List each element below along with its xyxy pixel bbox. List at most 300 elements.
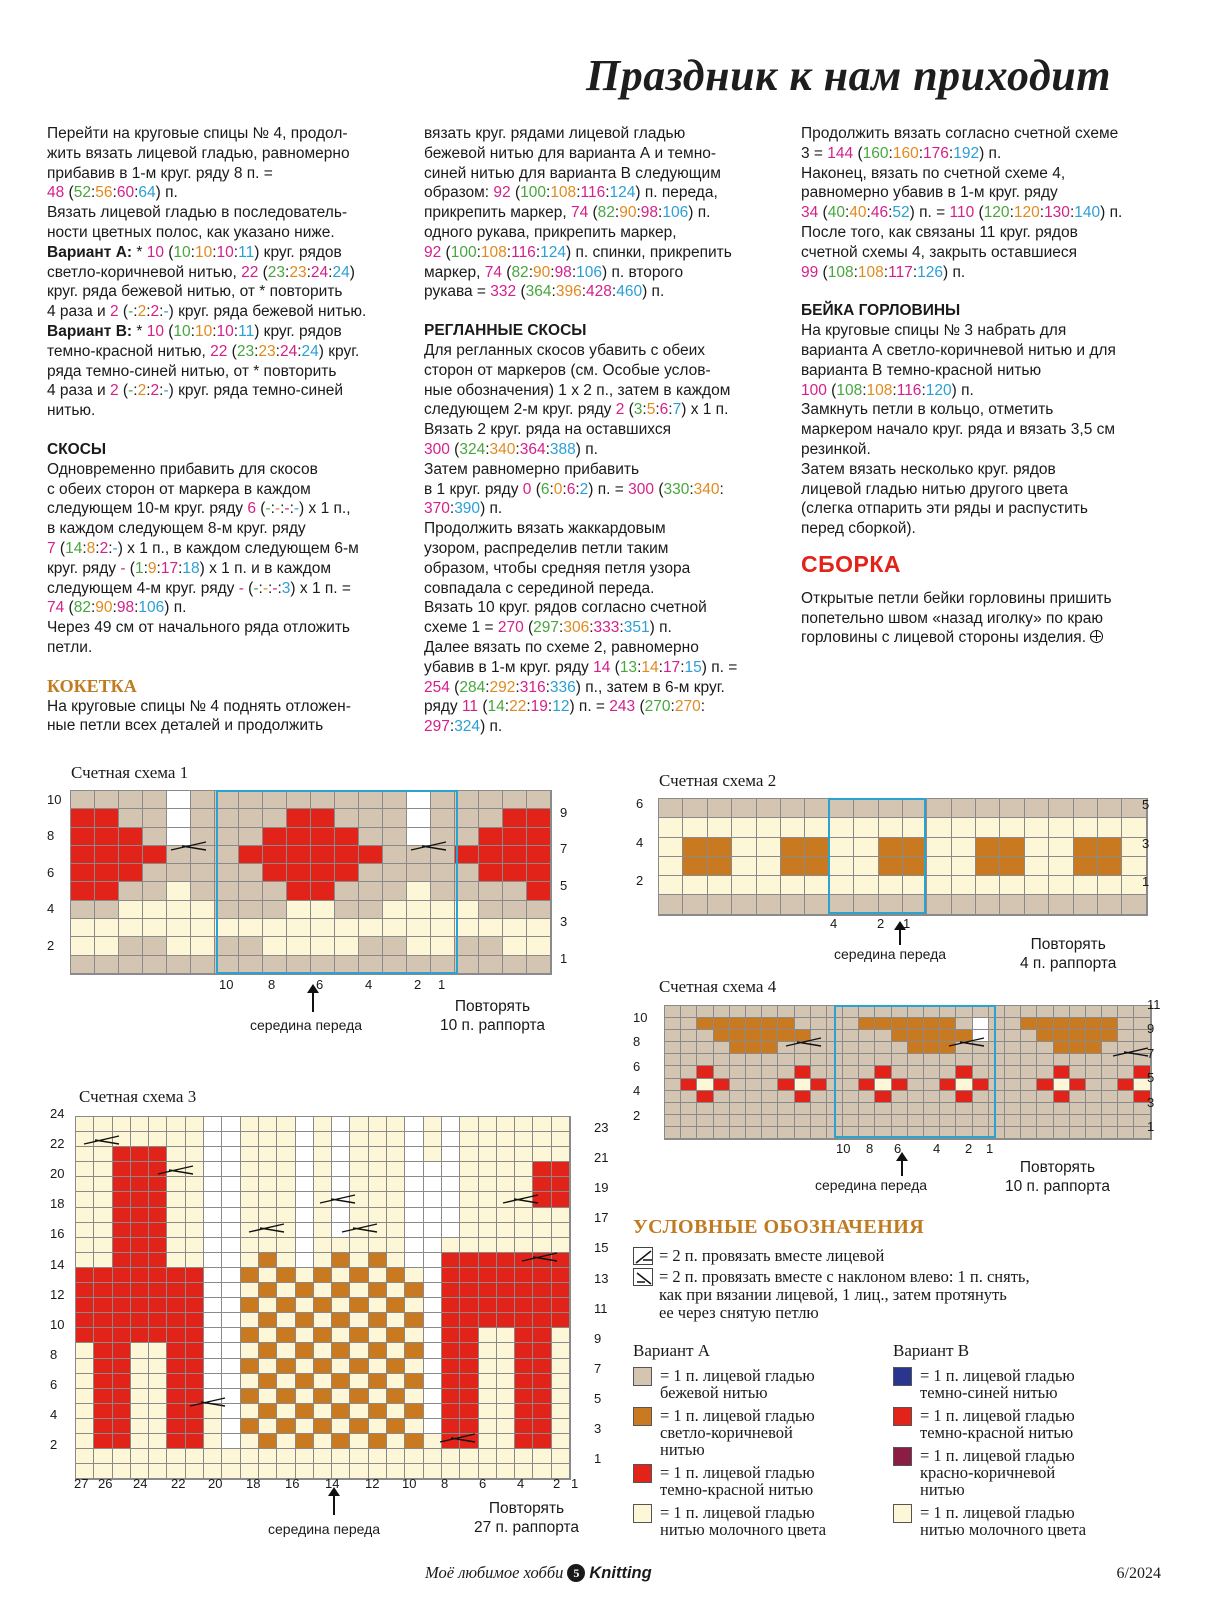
chart-cell — [714, 1103, 730, 1115]
chart-cell — [442, 1223, 460, 1238]
chart-cell — [263, 809, 287, 827]
chart-cell — [714, 1030, 730, 1042]
chart-cell — [369, 1253, 387, 1268]
chart-cell — [263, 901, 287, 919]
chart-cell — [503, 809, 527, 827]
chart-3-middle-label: середина переда — [268, 1521, 381, 1537]
chart-cell — [714, 1042, 730, 1054]
chart-3-row-label: 21 — [594, 1150, 609, 1166]
chart-cell — [113, 1404, 131, 1419]
chart-4-row-label: 5 — [1147, 1070, 1155, 1086]
chart-cell — [665, 1066, 681, 1078]
chart-cell — [552, 1192, 570, 1207]
chart-cell — [515, 1283, 533, 1298]
chart-cell — [908, 1127, 924, 1139]
chart-cell — [222, 1313, 240, 1328]
chart-cell — [879, 876, 903, 895]
chart-cell — [186, 1223, 204, 1238]
chart-cell — [387, 1449, 405, 1464]
chart-cell — [1005, 1103, 1021, 1115]
chart-cell — [167, 901, 191, 919]
chart-cell — [659, 838, 683, 857]
chart-cell — [431, 956, 455, 974]
chart-cell — [314, 1419, 332, 1434]
chart-3-row-label: 5 — [594, 1390, 602, 1406]
chart-cell — [843, 1006, 859, 1018]
chart-cell — [76, 1238, 94, 1253]
chart-cell — [332, 1117, 350, 1132]
chart-cell — [143, 828, 167, 846]
chart-cell — [697, 1042, 713, 1054]
chart-4-row-label: 10 — [633, 1010, 648, 1025]
chart-cell — [843, 1103, 859, 1115]
chart-cell — [697, 1018, 713, 1030]
chart-cell — [827, 1091, 843, 1103]
chart-1-col-label: 4 — [365, 977, 373, 992]
chart-cell — [314, 1434, 332, 1449]
chart-cell — [277, 1343, 295, 1358]
chart-cell — [697, 1115, 713, 1127]
chart-cell — [973, 1006, 989, 1018]
chart-cell — [241, 1374, 259, 1389]
chart-cell — [795, 1054, 811, 1066]
chart-cell — [332, 1374, 350, 1389]
chart-cell — [149, 1298, 167, 1313]
chart-cell — [1070, 1103, 1086, 1115]
chart-cell — [1074, 818, 1098, 837]
chart-cell — [497, 1268, 515, 1283]
chart-cell — [186, 1359, 204, 1374]
chart-cell — [369, 1132, 387, 1147]
chart-cell — [222, 1359, 240, 1374]
chart-cell — [263, 937, 287, 955]
chart-cell — [167, 882, 191, 900]
chart-cell — [940, 1103, 956, 1115]
chart-cell — [76, 1147, 94, 1162]
chart-cell — [552, 1328, 570, 1343]
chart-cell — [131, 1268, 149, 1283]
chart-cell — [332, 1268, 350, 1283]
chart-cell — [167, 1132, 185, 1147]
chart-cell — [515, 1389, 533, 1404]
chart-cell — [131, 1328, 149, 1343]
chart-cell — [497, 1147, 515, 1162]
chart-cell — [259, 1419, 277, 1434]
chart-cell — [795, 1066, 811, 1078]
chart-cell — [552, 1177, 570, 1192]
chart-cell — [442, 1238, 460, 1253]
chart-cell — [241, 1268, 259, 1283]
chart-cell — [350, 1283, 368, 1298]
beika-paragraph: На круговые спицы № 3 набрать для варианта А светло-коричневой нитью и для варианта В темно-красной нитью 100 (108:108:116:120) п. Замкнуть петли в кольцо, отметить маркером начало круг. ряда и вязать 3,5 см резинкой. Затем вязать несколько круг. рядов лицевой гладью нитью другого цвета (слегка отпарить эти ряды и распустить перед сборкой). — [801, 322, 1116, 538]
chart-cell — [350, 1132, 368, 1147]
chart-cell — [460, 1238, 478, 1253]
chart-cell — [1054, 1018, 1070, 1030]
chart-cell — [277, 1268, 295, 1283]
chart-cell — [94, 1208, 112, 1223]
chart-cell — [778, 1103, 794, 1115]
chart-cell — [387, 1389, 405, 1404]
chart-cell — [746, 1079, 762, 1091]
chart-cell — [552, 1268, 570, 1283]
chart-cell — [143, 791, 167, 809]
chart-cell — [479, 1238, 497, 1253]
chart-cell — [497, 1343, 515, 1358]
chart-cell — [369, 1404, 387, 1419]
chart-cell — [405, 1238, 423, 1253]
chart-cell — [762, 1079, 778, 1091]
chart-cell — [167, 1419, 185, 1434]
chart-cell — [1070, 1006, 1086, 1018]
chart-cell — [311, 937, 335, 955]
chart-cell — [186, 1117, 204, 1132]
chart-cell — [76, 1389, 94, 1404]
chart-cell — [479, 1147, 497, 1162]
legend-b-text: = 1 п. лицевой гладью темно-красной нитью — [920, 1406, 1075, 1442]
chart-cell — [241, 1419, 259, 1434]
legend-variant-a — [633, 1341, 883, 1544]
chart-cell — [830, 818, 854, 837]
chart-cell — [239, 937, 263, 955]
intro-paragraph: Перейти на круговые спицы № 4, продол- жить вязать лицевой гладью, равномерно прибавив в 1-м круг. ряду 8 п. = 48 (52:56:60:64) п. — [47, 125, 350, 202]
chart-cell — [1000, 857, 1024, 876]
chart-cell — [730, 1066, 746, 1078]
chart-cell — [552, 1208, 570, 1223]
chart-cell — [1021, 1127, 1037, 1139]
chart-cell — [314, 1253, 332, 1268]
decrease-symbol-icon — [83, 1132, 121, 1148]
chart-cell — [697, 1091, 713, 1103]
chart-cell — [1005, 1042, 1021, 1054]
chart-cell — [732, 818, 756, 837]
chart-cell — [1098, 857, 1122, 876]
chart-cell — [241, 1359, 259, 1374]
chart-cell — [332, 1449, 350, 1464]
chart-cell — [665, 1115, 681, 1127]
chart-cell — [908, 1042, 924, 1054]
chart-cell — [311, 956, 335, 974]
chart-cell — [533, 1359, 551, 1374]
chart-cell — [460, 1117, 478, 1132]
chart-cell — [908, 1091, 924, 1103]
chart-cell — [296, 1147, 314, 1162]
chart-cell — [730, 1042, 746, 1054]
chart-cell — [149, 1177, 167, 1192]
chart-cell — [442, 1253, 460, 1268]
chart-cell — [859, 1127, 875, 1139]
chart-cell — [311, 828, 335, 846]
chart-cell — [241, 1132, 259, 1147]
chart-cell — [204, 1298, 222, 1313]
chart-1-middle-arrow — [312, 990, 314, 1012]
chart-cell — [442, 1208, 460, 1223]
chart-cell — [239, 919, 263, 937]
chart-4-row-label: 2 — [633, 1107, 641, 1123]
chart-cell — [350, 1147, 368, 1162]
chart-cell — [1086, 1079, 1102, 1091]
chart-cell — [503, 882, 527, 900]
chart-cell — [455, 809, 479, 827]
chart-cell — [119, 828, 143, 846]
chart-cell — [778, 1018, 794, 1030]
chart-cell — [908, 1079, 924, 1091]
chart-cell — [431, 937, 455, 955]
chart-cell — [892, 1054, 908, 1066]
chart-cell — [424, 1328, 442, 1343]
chart-cell — [746, 1066, 762, 1078]
chart-cell — [843, 1042, 859, 1054]
chart-cell — [113, 1419, 131, 1434]
chart-cell — [167, 864, 191, 882]
chart-cell — [332, 1313, 350, 1328]
chart-1-row-label: 8 — [47, 828, 55, 844]
chart-cell — [287, 919, 311, 937]
chart-cell — [222, 1434, 240, 1449]
chart-cell — [311, 919, 335, 937]
chart-cell — [277, 1162, 295, 1177]
chart-cell — [113, 1147, 131, 1162]
chart-cell — [515, 1162, 533, 1177]
chart-2-row-label: 6 — [636, 796, 644, 811]
chart-cell — [973, 1079, 989, 1091]
chart-cell — [681, 1006, 697, 1018]
chart-cell — [479, 1298, 497, 1313]
chart-cell — [113, 1268, 131, 1283]
chart-cell — [811, 1091, 827, 1103]
chart-cell — [332, 1359, 350, 1374]
chart-cell — [757, 857, 781, 876]
chart-cell — [387, 1343, 405, 1358]
chart-4-middle-arrow — [901, 1158, 903, 1176]
chart-cell — [527, 937, 551, 955]
chart-cell — [778, 1115, 794, 1127]
chart-cell — [843, 1079, 859, 1091]
chart-cell — [805, 876, 829, 895]
chart-cell — [113, 1328, 131, 1343]
ssk-symbol-icon — [633, 1268, 653, 1286]
chart-cell — [95, 864, 119, 882]
chart-cell — [76, 1253, 94, 1268]
chart-cell — [527, 846, 551, 864]
chart-1-row-label: 10 — [47, 792, 62, 807]
chart-cell — [149, 1359, 167, 1374]
chart-cell — [697, 1127, 713, 1139]
chart-cell — [204, 1283, 222, 1298]
chart-cell — [350, 1298, 368, 1313]
chart-cell — [1025, 857, 1049, 876]
chart-cell — [314, 1359, 332, 1374]
chart-cell — [167, 1389, 185, 1404]
chart-cell — [843, 1054, 859, 1066]
chart-cell — [460, 1449, 478, 1464]
chart-cell — [204, 1117, 222, 1132]
chart-cell — [1005, 1066, 1021, 1078]
chart-cell — [332, 1238, 350, 1253]
chart-cell — [335, 937, 359, 955]
chart-cell — [1005, 1054, 1021, 1066]
chart-cell — [1070, 1115, 1086, 1127]
chart-cell — [131, 1208, 149, 1223]
chart-4-grid — [664, 1005, 1155, 1140]
chart-cell — [503, 956, 527, 974]
chart-cell — [859, 1006, 875, 1018]
chart-cell — [1074, 857, 1098, 876]
chart-4-row-label: 4 — [633, 1083, 641, 1099]
chart-cell — [843, 1127, 859, 1139]
chart-cell — [515, 1208, 533, 1223]
chart-cell — [204, 1223, 222, 1238]
chart-cell — [1086, 1006, 1102, 1018]
chart-cell — [515, 1404, 533, 1419]
chart-3-row-label: 14 — [50, 1256, 65, 1272]
chart-cell — [515, 1147, 533, 1162]
chart-cell — [497, 1298, 515, 1313]
chart-cell — [113, 1313, 131, 1328]
chart-cell — [405, 1298, 423, 1313]
chart-cell — [204, 1132, 222, 1147]
legend-b-item — [893, 1367, 1143, 1401]
chart-cell — [533, 1147, 551, 1162]
chart-cell — [781, 876, 805, 895]
chart-cell — [431, 882, 455, 900]
chart-cell — [1074, 799, 1098, 818]
chart-cell — [778, 1054, 794, 1066]
chart-cell — [956, 1103, 972, 1115]
chart-cell — [973, 1066, 989, 1078]
chart-cell — [497, 1464, 515, 1479]
chart-cell — [781, 818, 805, 837]
chart-cell — [314, 1162, 332, 1177]
chart-cell — [167, 1283, 185, 1298]
chart-cell — [781, 895, 805, 914]
chart-cell — [167, 1208, 185, 1223]
chart-cell — [854, 857, 878, 876]
chart-cell — [71, 791, 95, 809]
chart-cell — [805, 857, 829, 876]
chart-cell — [204, 1343, 222, 1358]
chart-cell — [503, 791, 527, 809]
chart-4-row-label: 11 — [1147, 997, 1161, 1012]
chart-cell — [350, 1389, 368, 1404]
chart-cell — [665, 1103, 681, 1115]
chart-cell — [113, 1434, 131, 1449]
chart-cell — [131, 1253, 149, 1268]
chart-cell — [681, 1054, 697, 1066]
chart-cell — [455, 901, 479, 919]
chart-cell — [76, 1404, 94, 1419]
chart-cell — [515, 1449, 533, 1464]
chart-cell — [811, 1079, 827, 1091]
chart-cell — [479, 1268, 497, 1283]
chart-cell — [442, 1389, 460, 1404]
chart-cell — [94, 1404, 112, 1419]
chart-3-row-label: 8 — [50, 1346, 58, 1362]
chart-4-repeat-note: Повторять 10 п. раппорта — [1005, 1159, 1111, 1195]
chart-cell — [369, 1419, 387, 1434]
chart-cell — [113, 1359, 131, 1374]
chart-cell — [204, 1374, 222, 1389]
chart-cell — [527, 809, 551, 827]
chart-cell — [94, 1328, 112, 1343]
chart-cell — [989, 1018, 1005, 1030]
chart-cell — [149, 1464, 167, 1479]
chart-cell — [296, 1132, 314, 1147]
chart-cell — [479, 791, 503, 809]
chart-cell — [714, 1079, 730, 1091]
chart-cell — [405, 1177, 423, 1192]
chart-cell — [335, 956, 359, 974]
chart-cell — [387, 1419, 405, 1434]
chart-cell — [167, 1449, 185, 1464]
chart-cell — [369, 1343, 387, 1358]
chart-cell — [479, 1359, 497, 1374]
chart-1-row-label: 2 — [47, 937, 55, 953]
chart-cell — [892, 1018, 908, 1030]
chart-cell — [239, 828, 263, 846]
chart-cell — [497, 1389, 515, 1404]
chart-cell — [387, 1328, 405, 1343]
chart-cell — [277, 1434, 295, 1449]
chart-cell — [1021, 1042, 1037, 1054]
chart-cell — [424, 1147, 442, 1162]
chart-cell — [497, 1434, 515, 1449]
chart-cell — [976, 876, 1000, 895]
chart-cell — [730, 1018, 746, 1030]
chart-cell — [859, 1091, 875, 1103]
chart-3-row-label: 18 — [50, 1196, 65, 1212]
chart-cell — [204, 1449, 222, 1464]
chart-cell — [1118, 1115, 1134, 1127]
chart-cell — [479, 1162, 497, 1177]
chart-cell — [424, 1162, 442, 1177]
chart-cell — [94, 1374, 112, 1389]
chart-cell — [76, 1223, 94, 1238]
chart-cell — [479, 1343, 497, 1358]
chart-cell — [552, 1359, 570, 1374]
page-title: Праздник к нам приходит — [586, 51, 1111, 100]
legend-variant-b — [893, 1341, 1143, 1544]
chart-cell — [369, 1449, 387, 1464]
chart-cell — [976, 857, 1000, 876]
chart-cell — [204, 1419, 222, 1434]
chart-cell — [222, 1177, 240, 1192]
chart-3-col-label: 1 — [571, 1476, 579, 1491]
chart-cell — [442, 1374, 460, 1389]
chart-cell — [335, 791, 359, 809]
chart-cell — [359, 864, 383, 882]
chart-cell — [681, 1066, 697, 1078]
chart-cell — [314, 1389, 332, 1404]
chart-cell — [296, 1419, 314, 1434]
chart-cell — [387, 1117, 405, 1132]
chart-cell — [1037, 1127, 1053, 1139]
chart-2-row-label: 2 — [636, 873, 644, 889]
chart-3-col-label: 18 — [246, 1476, 261, 1491]
chart-cell — [908, 1006, 924, 1018]
chart-cell — [95, 791, 119, 809]
chart-cell — [387, 1192, 405, 1207]
chart-cell — [332, 1343, 350, 1358]
chart-cell — [708, 857, 732, 876]
chart-cell — [296, 1223, 314, 1238]
chart-cell — [296, 1449, 314, 1464]
chart-cell — [191, 791, 215, 809]
chart-3-col-label: 6 — [479, 1476, 487, 1491]
chart-cell — [681, 1018, 697, 1030]
decrease-symbol-icon — [521, 1249, 559, 1265]
chart-cell — [1102, 1127, 1118, 1139]
chart-cell — [1037, 1103, 1053, 1115]
